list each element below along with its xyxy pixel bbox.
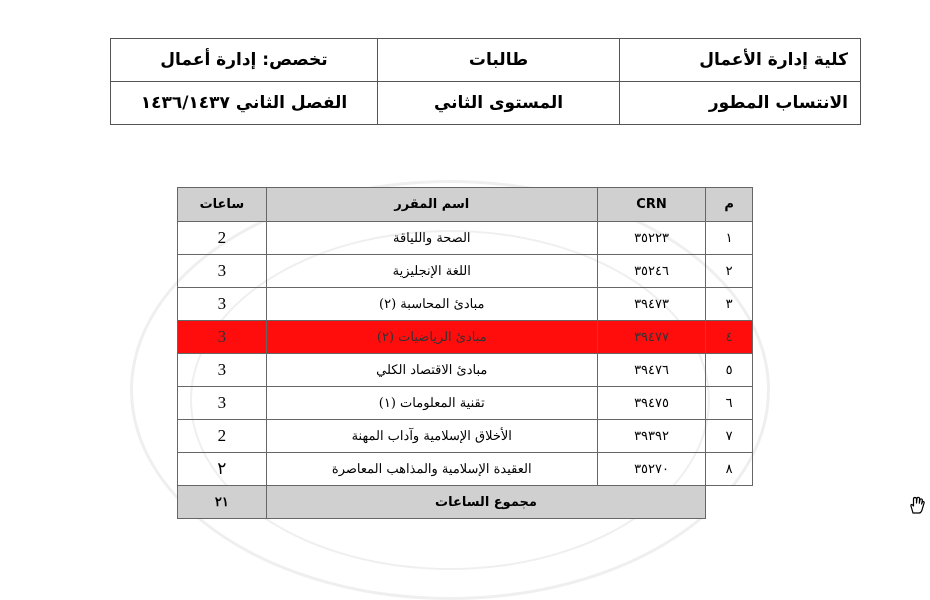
row-crn: ٣٩٤٧٧ xyxy=(597,321,705,354)
table-row xyxy=(178,354,753,387)
row-course-name: مبادئ المحاسبة (٢) xyxy=(266,288,597,321)
row-num: ٢ xyxy=(706,255,753,288)
row-hours: 3 xyxy=(178,387,267,420)
total-hours-value: ٢١ xyxy=(178,486,267,519)
row-hours: 2 xyxy=(178,222,267,255)
row-course-name: مبادئ الرياضيات (٢) xyxy=(266,321,597,354)
row-crn: ٣٥٢٧٠ xyxy=(597,453,705,486)
header-row-1 xyxy=(111,39,861,82)
row-crn: ٣٥٢٢٣ xyxy=(597,222,705,255)
row-course-name: مبادئ الاقتصاد الكلي xyxy=(266,354,597,387)
row-num: ٤ xyxy=(706,321,753,354)
table-row xyxy=(178,420,753,453)
semester-label: الفصل الثاني ١٤٣٦/١٤٣٧ xyxy=(111,82,378,125)
total-blank-cell xyxy=(706,486,753,519)
column-header-crn: CRN xyxy=(597,188,705,222)
course-table-body xyxy=(178,222,753,519)
row-num: ٨ xyxy=(706,453,753,486)
row-crn: ٣٩٤٧٦ xyxy=(597,354,705,387)
row-hours: 2 xyxy=(178,420,267,453)
course-table xyxy=(177,187,753,519)
column-header-num: م xyxy=(706,188,753,222)
major-label: تخصص: إدارة أعمال xyxy=(111,39,378,82)
row-course-name: العقيدة الإسلامية والمذاهب المعاصرة xyxy=(266,453,597,486)
row-hours: ٢ xyxy=(178,453,267,486)
row-crn: ٣٩٤٧٣ xyxy=(597,288,705,321)
table-row xyxy=(178,288,753,321)
table-row xyxy=(178,255,753,288)
row-hours: 3 xyxy=(178,354,267,387)
column-header-name: اسم المقرر xyxy=(266,188,597,222)
row-num: ٣ xyxy=(706,288,753,321)
table-row xyxy=(178,222,753,255)
row-crn: ٣٥٢٤٦ xyxy=(597,255,705,288)
row-course-name: تقنية المعلومات (١) xyxy=(266,387,597,420)
column-header-hours: ساعات xyxy=(178,188,267,222)
table-row xyxy=(178,321,753,354)
row-hours: 3 xyxy=(178,255,267,288)
total-hours-label: مجموع الساعات xyxy=(266,486,706,519)
college-name: كلية إدارة الأعمال xyxy=(620,39,861,82)
header-row-2 xyxy=(111,82,861,125)
row-crn: ٣٩٣٩٢ xyxy=(597,420,705,453)
row-num: ٦ xyxy=(706,387,753,420)
level-label: المستوى الثاني xyxy=(378,82,620,125)
row-num: ١ xyxy=(706,222,753,255)
row-crn: ٣٩٤٧٥ xyxy=(597,387,705,420)
total-row xyxy=(178,486,753,519)
student-category: طالبات xyxy=(378,39,620,82)
row-hours: 3 xyxy=(178,321,267,354)
row-num: ٧ xyxy=(706,420,753,453)
row-num: ٥ xyxy=(706,354,753,387)
hand-pointer-icon xyxy=(907,495,927,515)
row-course-name: اللغة الإنجليزية xyxy=(266,255,597,288)
table-row xyxy=(178,387,753,420)
info-header-table xyxy=(110,38,861,125)
table-row xyxy=(178,453,753,486)
row-course-name: الأخلاق الإسلامية وآداب المهنة xyxy=(266,420,597,453)
row-course-name: الصحة واللياقة xyxy=(266,222,597,255)
program-name: الانتساب المطور xyxy=(620,82,861,125)
course-table-header xyxy=(178,188,753,222)
row-hours: 3 xyxy=(178,288,267,321)
